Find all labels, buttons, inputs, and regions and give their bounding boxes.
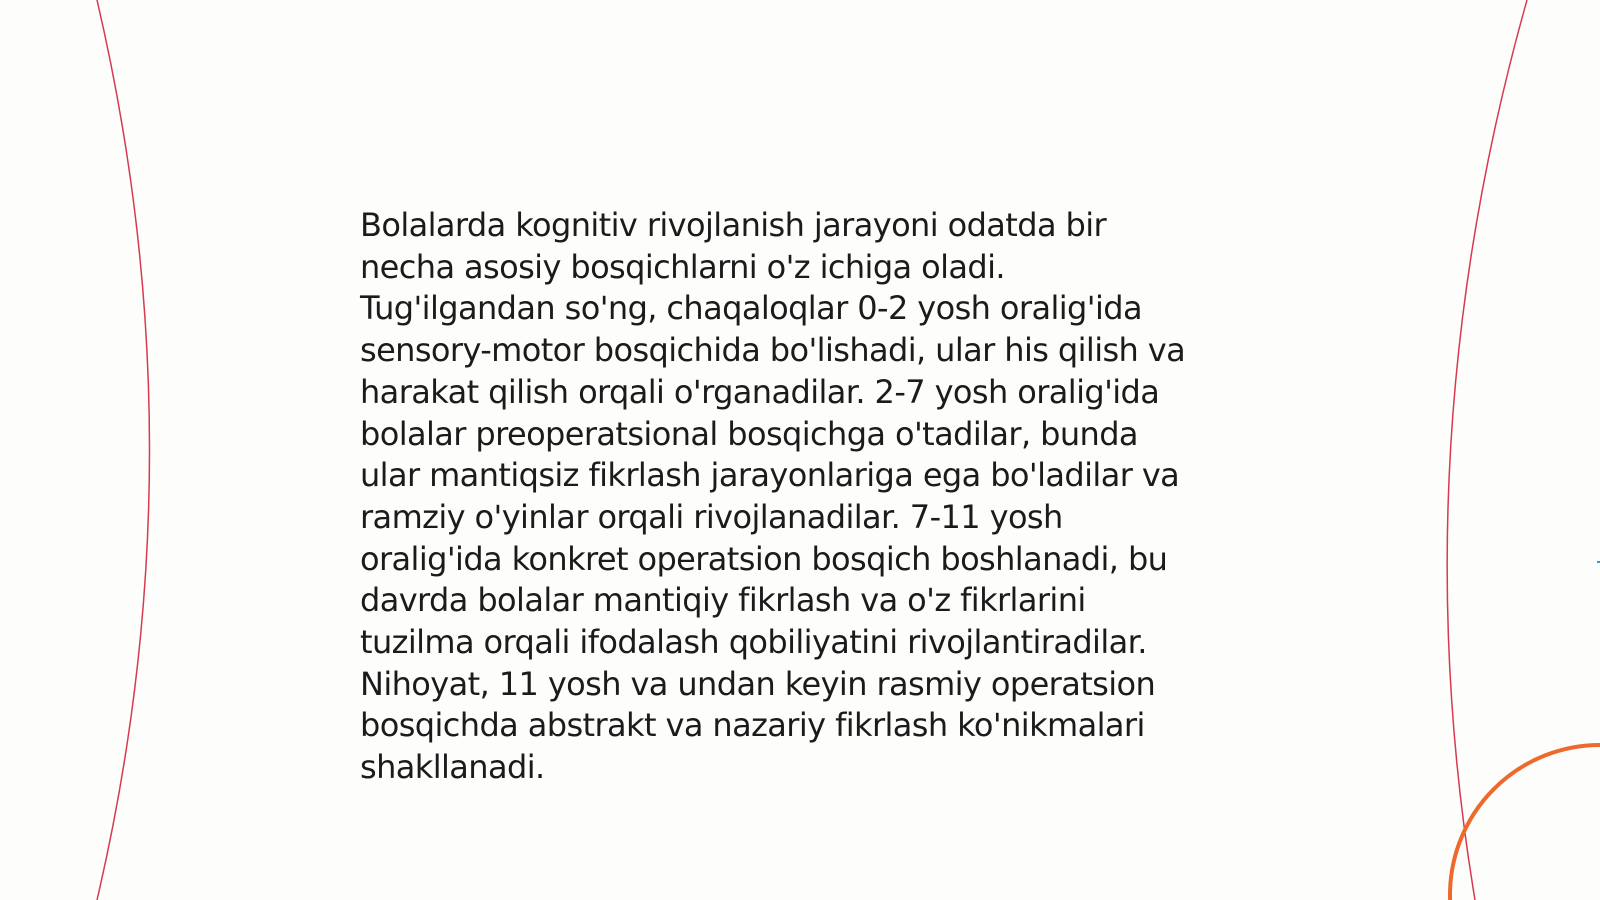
body-paragraph: Bolalarda kognitiv rivojlanish jarayoni odatda bir necha asosiy bosqichlarni o'z ichiga oladi. Tug'ilgandan so'ng, chaqaloqlar 0-2 yosh oralig'ida sensory-motor bosqichida bo'lishadi, ular his qilish va harakat qilish orqali o'rganadilar. 2-7 yosh oralig'ida bolalar preoperatsional bosqichga o'tadilar, bunda ular mantiqsiz fikrlash jarayonlariga ega bo'ladilar va ramziy o'yinlar orqali rivojlanadilar. 7-11 yosh oralig'ida konkret operatsion bosqich boshlanadi, bu davrda bolalar mantiqiy fikrlash va o'z fikrlarini tuzilma orqali ifodalash qobiliyatini rivojlantiradilar. Nihoyat, 11 yosh va undan keyin rasmiy operatsion bosqichda abstrakt va nazariy fikrlash ko'nikmalari shakllanadi. xyxy=(360,206,1186,787)
orange-circle-outline xyxy=(1450,745,1600,900)
right-arc-line xyxy=(1447,0,1527,900)
left-arc-line xyxy=(97,0,150,900)
